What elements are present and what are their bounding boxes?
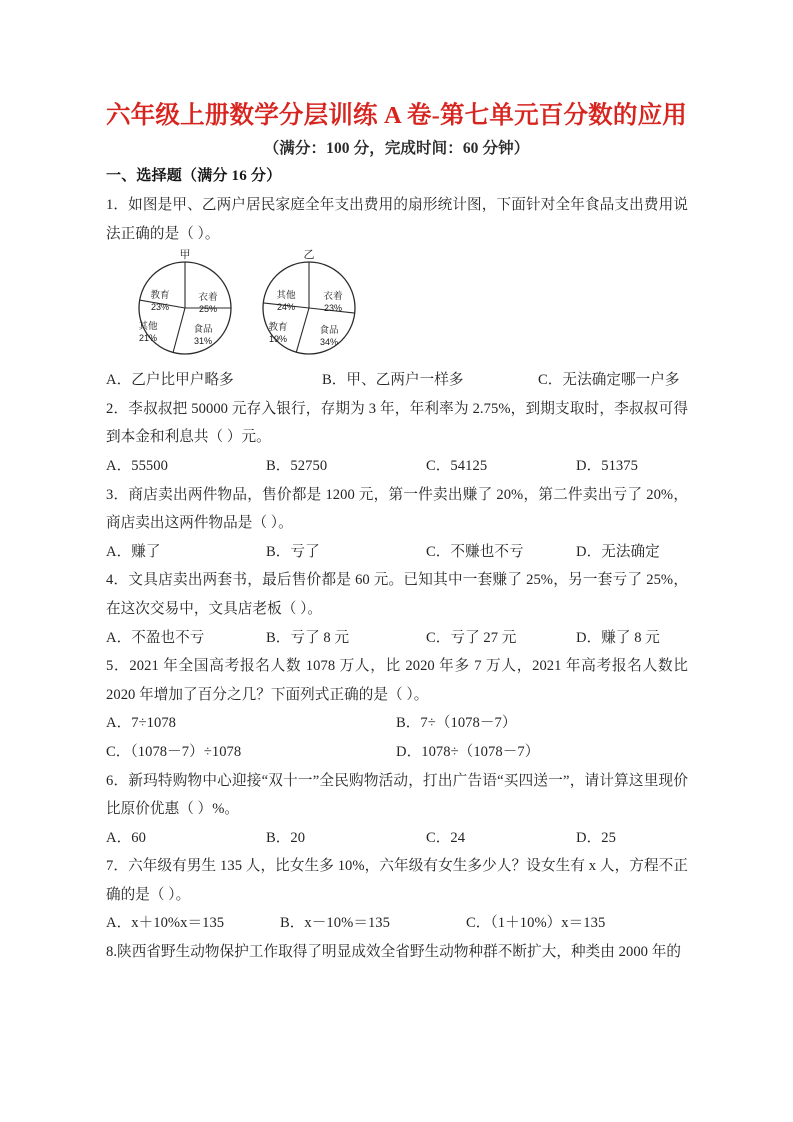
option-5-b[interactable]: B．7÷（1078－7） [396,715,517,732]
options-row-1 [106,366,688,395]
option-3-b[interactable]: B．亏了 [266,543,320,560]
options-row-6 [106,824,688,853]
question-stem-6: 6．新玛特购物中心迎接“双十一”全民购物活动，打出广告语“买四送一”，请计算这里现价比原价优惠（ ）%。 [106,772,688,818]
options-row-2 [106,452,688,481]
pie-chart-jia [137,248,233,358]
option-4-b[interactable]: B．亏了 8 元 [266,629,350,646]
option-7-b[interactable]: B．x－10%＝135 [280,915,391,932]
option-2-d[interactable]: D．51375 [576,457,638,474]
pie-slice-label-yi-jiaoyu: 教育 19% [268,322,288,344]
pie-slice-label-yi-qita: 其他 24% [276,290,296,312]
option-4-d[interactable]: D．赚了 8 元 [576,629,660,646]
option-4-c[interactable]: C．亏了 27 元 [426,629,517,646]
options-row-5-bottom [106,738,688,767]
option-6-c[interactable]: C．24 [426,829,466,846]
worksheet-body [106,163,688,967]
option-3-c[interactable]: C．不赚也不亏 [426,543,524,560]
question-stem-3: 3．商店卖出两件物品，售价都是 1200 元，第一件卖出赚了 20%，第二件卖出亏了 20%，商店卖出这两件物品是（ ）。 [106,486,688,532]
pie-slice-label-jia-qita: 其他 21% [138,321,158,343]
option-3-a[interactable]: A．赚了 [106,543,161,560]
option-1-b[interactable]: B．甲、乙两户一样多 [322,372,464,389]
pie-chart-yi-title: 乙 [303,249,315,262]
question-stem-4: 4．文具店卖出两套书，最后售价都是 60 元。已知其中一套赚了 25%，另一套亏了 25%，在这次交易中，文具店老板（ ）。 [106,572,688,617]
pie-slice-label-yi-shipin: 食品 34% [319,325,339,347]
option-2-c[interactable]: C．54125 [426,457,488,474]
section-heading: 一、选择题（满分 16 分） [106,168,282,184]
option-5-c[interactable]: C．（1078－7）÷1078 [106,743,242,760]
option-6-a[interactable]: A．60 [106,829,146,846]
option-7-c[interactable]: C．（1＋10%）x＝135 [466,915,606,932]
pie-slice-label-jia-jiaoyu: 教育 23% [150,290,170,312]
option-5-d[interactable]: D．1078÷（1078－7） [396,743,540,760]
pie-chart-figure [106,249,688,364]
question-stem-1: 1．如图是甲、乙两户居民家庭全年支出费用的扇形统计图，下面针对全年食品支出费用说法正确的是（ ）。 [106,197,688,242]
options-row-7 [106,909,688,938]
options-row-5-top [106,709,688,738]
options-row-4 [106,624,688,653]
question-stem-2: 2．李叔叔把 50000 元存入银行，存期为 3 年，年利率为 2.75%，到期支取时，李叔叔可得到本金和利息共（ ）元。 [106,400,688,446]
pie-slice-label-yi-yizhuo: 衣着 23% [323,291,343,313]
option-6-d[interactable]: D．25 [576,829,616,846]
option-2-b[interactable]: B．52750 [266,457,328,474]
option-6-b[interactable]: B．20 [266,829,306,846]
question-stem-7: 7．六年级有男生 135 人，比女生多 10%，六年级有女生多少人？设女生有 x 人，方程不正确的是（ ）。 [106,858,688,903]
page-subtitle: （满分：100 分，完成时间：60 分钟） [263,140,530,157]
option-2-a[interactable]: A．55500 [106,457,168,474]
option-4-a[interactable]: A．不盈也不亏 [106,629,205,646]
pie-chart-jia-title: 甲 [179,249,191,262]
option-5-a[interactable]: A．7÷1078 [106,715,177,732]
question-stem-8: 8.陕西省野生动物保护工作取得了明显成效全省野生动物种群不断扩大，种类由 2000 年的 [106,944,682,961]
pie-chart-yi [261,248,357,358]
pie-slice-label-jia-shipin: 食品 31% [193,324,213,346]
page-title: 六年级上册数学分层训练 A 卷-第七单元百分数的应用 [106,102,687,129]
options-row-3 [106,538,688,567]
option-1-c[interactable]: C．无法确定哪一户多 [538,372,680,389]
question-stem-5: 5．2021 年全国高考报名人数 1078 万人，比 2020 年多 7 万人，2021 年高考报名人数比 2020 年增加了百分之几？下面列式正确的是（ ）。 [106,658,688,703]
option-1-a[interactable]: A．乙户比甲户略多 [106,372,234,389]
option-7-a[interactable]: A．x＋10%x＝135 [106,915,225,932]
option-3-d[interactable]: D．无法确定 [576,543,660,560]
pie-slice-label-jia-yizhuo: 衣着 25% [198,292,218,314]
